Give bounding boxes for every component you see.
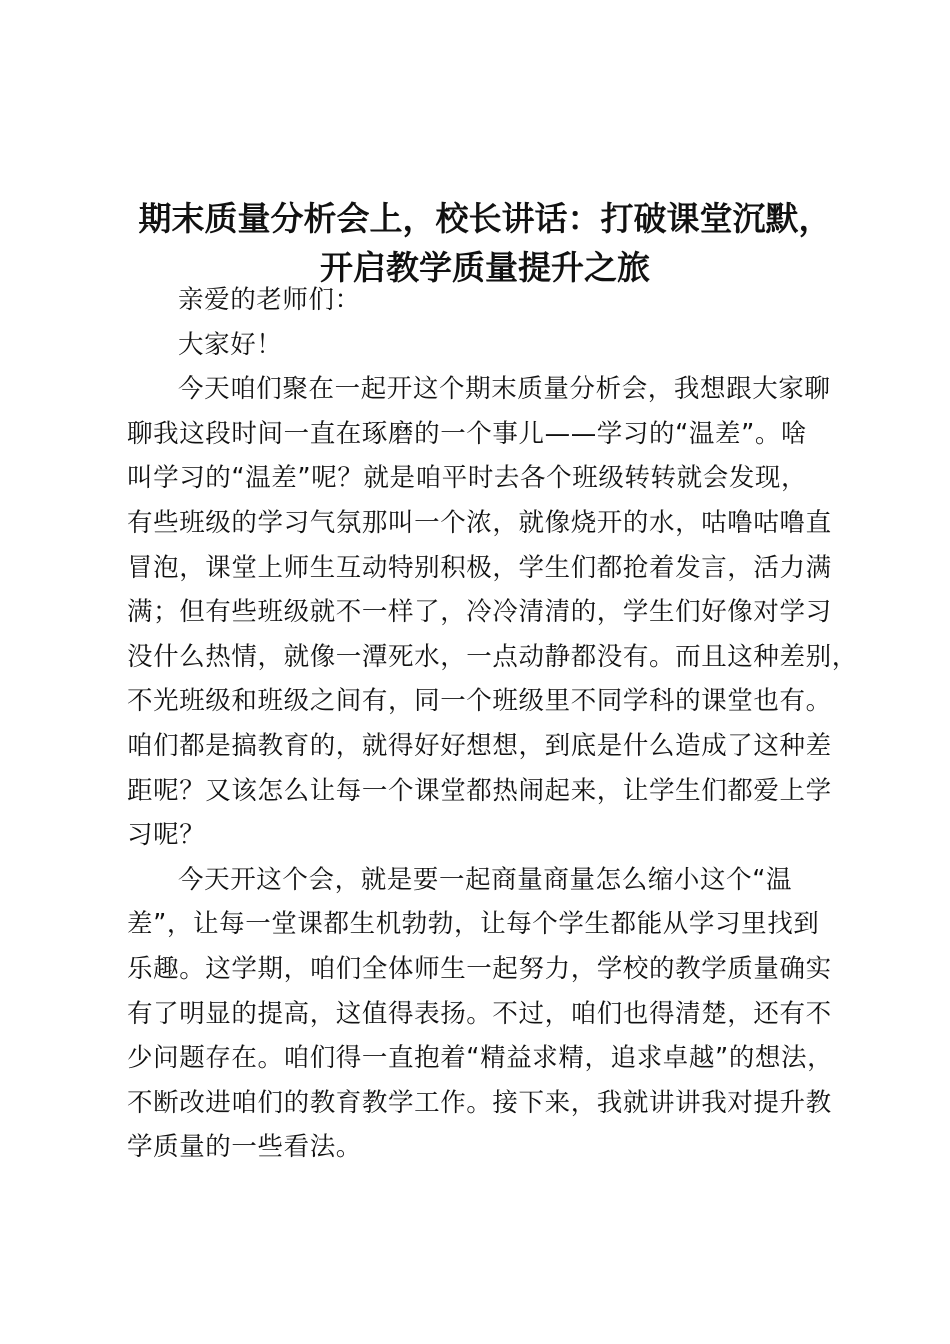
text-line: 亲爱的老师们： (178, 285, 361, 315)
text-line: 叫学习的“温差”呢？就是咱平时去各个班级转转就会发现， (127, 463, 808, 494)
text-line: 不光班级和班级之间有，同一个班级里不同学科的课堂也有。 (127, 686, 832, 717)
text-line: 差”，让每一堂课都生机勃勃，让每个学生都能从学习里找到 (127, 909, 820, 940)
title-line-1: 期末质量分析会上，校长讲话：打破课堂沉默， (138, 199, 832, 239)
text-line: 满；但有些班级就不一样了，冷冷清清的，学生们好像对学习 (127, 597, 832, 628)
text-line: 乐趣。这学期，咱们全体师生一起努力，学校的教学质量确实 (127, 953, 832, 984)
text-line: 学质量的一些看法。 (127, 1132, 362, 1163)
text-line: 今天咱们聚在一起开这个期末质量分析会，我想跟大家聊 (178, 374, 831, 405)
salutation (127, 278, 827, 323)
greeting (127, 323, 827, 368)
text-line: 不断改进咱们的教育教学工作。接下来，我就讲讲我对提升教 (127, 1087, 832, 1118)
paragraph-meeting-purpose (127, 858, 834, 1170)
document-body (127, 278, 858, 1170)
text-line: 距呢？又该怎么让每一个课堂都热闹起来，让学生们都爱上学 (127, 775, 832, 806)
text-line: 少问题存在。咱们得一直抱着“精益求精，追求卓越”的想法， (127, 1043, 834, 1074)
text-line: 聊我这段时间一直在琢磨的一个事儿——学习的“温差”。啥 (127, 418, 808, 449)
title-line-2: 开启教学质量提升之旅 (320, 248, 650, 288)
text-line: 没什么热情，就像一潭死水，一点动静都没有。而且这种差别， (127, 641, 858, 672)
text-line: 冒泡，课堂上师生互动特别积极，学生们都抢着发言，活力满 (127, 552, 832, 583)
text-line: 今天开这个会，就是要一起商量商量怎么缩小这个“温 (178, 864, 793, 895)
text-line: 大家好！ (178, 329, 283, 360)
text-line: 习呢？ (127, 820, 206, 851)
text-line: 咱们都是搞教育的，就得好好想想，到底是什么造成了这种差 (127, 730, 832, 761)
paragraph-temperature-gap (127, 367, 858, 858)
text-line: 有些班级的学习气氛那叫一个浓，就像烧开的水，咕噜咕噜直 (127, 507, 832, 538)
text-line: 有了明显的提高，这值得表扬。不过，咱们也得清楚，还有不 (127, 998, 832, 1029)
